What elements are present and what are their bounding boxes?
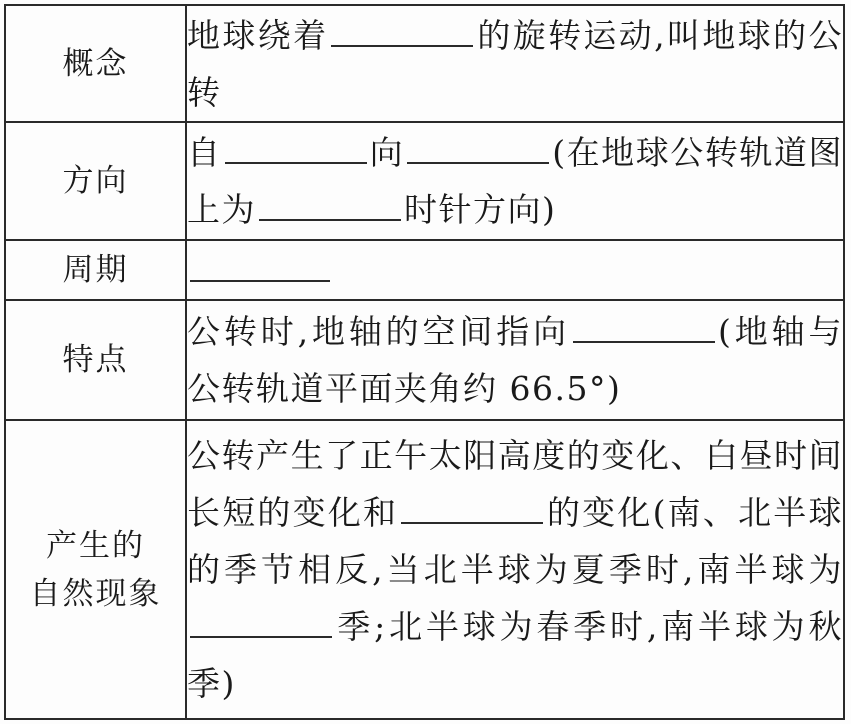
fill-in-blank[interactable]: [401, 492, 543, 524]
text-segment: 的变化(南、北半球的季节相反,当北半球为夏季时,南半球为: [187, 493, 843, 589]
row-label-line: 自然现象: [29, 575, 162, 612]
text-segment: (地轴与公转轨道平面夹角约 66.5°): [187, 312, 844, 408]
text-segment: (在地球公转轨道图上为: [187, 133, 844, 229]
table-row-concept: [5, 5, 844, 122]
table-row-phenomena: [5, 420, 844, 719]
fill-in-blank[interactable]: [259, 189, 401, 221]
table-row-period: [5, 240, 844, 300]
table-row-direction: [5, 122, 844, 240]
row-content-concept: [186, 5, 844, 122]
fill-in-blank[interactable]: [225, 132, 367, 164]
row-label-phenomena: [5, 420, 186, 719]
row-label-concept: 概念: [5, 5, 186, 122]
text-segment: 公转产生了正午太阳高度的变化、白昼时间长短的变化和: [187, 436, 843, 532]
fill-in-blank[interactable]: [407, 132, 549, 164]
row-content-direction: [186, 122, 844, 240]
text-segment: 公转时,地轴的空间指向: [187, 312, 571, 351]
fill-in-blank[interactable]: [190, 606, 332, 638]
row-label-period: 周期: [5, 240, 186, 300]
row-content-period: [186, 240, 844, 300]
text-segment: 季;北半球为春季时,南半球为秋季): [187, 607, 843, 703]
row-label-feature: 特点: [5, 300, 186, 420]
row-content-phenomena: [186, 420, 844, 719]
row-label-line: 产生的: [46, 527, 145, 564]
earth-revolution-table: [4, 4, 845, 720]
fill-in-blank[interactable]: [190, 250, 330, 282]
fill-in-blank[interactable]: [331, 15, 473, 47]
row-content-feature: [186, 300, 844, 420]
fill-in-blank[interactable]: [573, 311, 715, 343]
text-segment: 向: [369, 133, 405, 172]
text-segment: 时针方向): [404, 190, 557, 229]
table-row-feature: [5, 300, 844, 420]
text-segment: 的旋转运动,叫地球的公转: [187, 15, 843, 112]
text-segment: 地球绕着: [187, 15, 329, 55]
row-label-direction: 方向: [5, 122, 186, 240]
text-segment: 自: [187, 133, 222, 172]
